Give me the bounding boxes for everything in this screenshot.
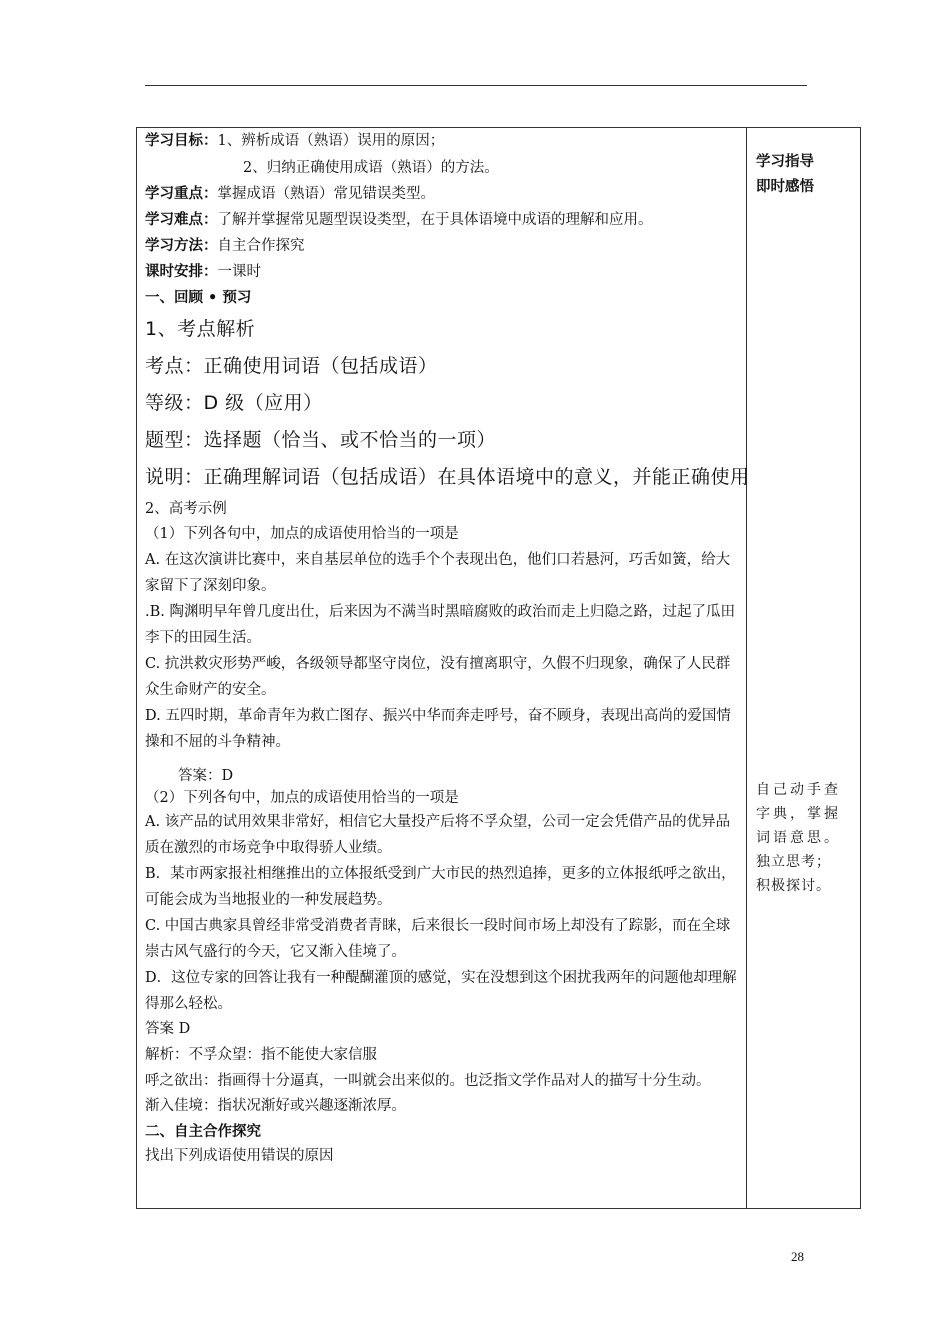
- method: [145, 233, 743, 259]
- q1-stem: （1）下列各句中，加点的成语使用恰当的一项是: [145, 526, 459, 542]
- key-point: [145, 181, 743, 207]
- main-column: [145, 128, 750, 1169]
- section-2-task: 找出下列成语使用错误的原因: [145, 1148, 334, 1164]
- objectives-line-2: [145, 156, 743, 181]
- exam-points-heading: 1、考点解析: [145, 318, 256, 340]
- examples-heading: 2、高考示例: [145, 501, 227, 517]
- sidebar-guide: 学习指导: [756, 154, 814, 170]
- objectives-label: 学习目标：: [145, 132, 218, 149]
- page-number: 28: [791, 1249, 804, 1264]
- q2-answer: 答案 D: [145, 1021, 191, 1037]
- exam-note: 说明：正确理解词语（包括成语）在具体语境中的意义，并能正确使用: [145, 466, 750, 488]
- method-label: 学习方法：: [145, 237, 218, 254]
- sidebar-note-3: 积极探讨。: [756, 878, 831, 894]
- objectives-line-1: [145, 128, 743, 154]
- analysis-line-1: 解析：不孚众望：指不能使大家信服: [145, 1047, 377, 1063]
- schedule-label: 课时安排：: [145, 263, 218, 280]
- q2-stem: （2）下列各句中，加点的成语使用恰当的一项是: [145, 790, 459, 806]
- exam-point: 考点：正确使用词语（包括成语）: [145, 355, 438, 377]
- column-divider: [746, 127, 747, 1209]
- q2-option-c: C. 中国古典家具曾经非常受消费者青睐，后来很长一段时间市场上却没有了踪影，而在全球崇古风气盛行的今天，它又渐入佳境了。: [145, 918, 731, 960]
- difficulty-text: 了解并掌握常见题型误设类型，在于具体语境中成语的理解和应用。: [217, 212, 653, 228]
- exam-level: 等级：D 级（应用）: [145, 392, 323, 414]
- q1-option-c: C. 抗洪救灾形势严峻，各级领导都坚守岗位，没有擅离职守，久假不归现象，确保了人民群众生命财产的安全。: [145, 656, 731, 698]
- header-rule: [145, 85, 807, 86]
- q1-option-b: .B. 陶渊明早年曾几度出仕，后来因为不满当时黑暗腐败的政治而走上归隐之路，过起了瓜田李下的田园生活。: [145, 604, 735, 646]
- sidebar-heading: [756, 150, 851, 200]
- q1-answer: 答案：D: [178, 768, 234, 784]
- analysis-line-3: 渐入佳境：指状况渐好或兴趣逐渐浓厚。: [145, 1098, 406, 1114]
- sidebar-note-1: 自己动手查字典，掌握词语意思。: [756, 782, 841, 846]
- exam-type: 题型：选择题（恰当、或不恰当的一项）: [145, 429, 497, 451]
- q2-option-a: A. 该产品的试用效果非常好，相信它大量投产后将不孚众望，公司一定会凭借产品的优异品质在激烈的市场竞争中取得骄人业绩。: [145, 814, 731, 856]
- section-2-title: 二、自主合作探究: [145, 1123, 261, 1140]
- q2-option-d: D．这位专家的回答让我有一种醍醐灌顶的感觉，实在没想到这个困扰我两年的问题他却理解得那么轻松。: [145, 970, 737, 1012]
- method-text: 自主合作探究: [217, 238, 305, 254]
- sidebar-notes: [756, 778, 856, 898]
- schedule-text: 一课时: [217, 264, 261, 280]
- difficulty: [145, 207, 743, 233]
- analysis-line-2: 呼之欲出：指画得十分逼真，一叫就会出来似的。也泛指文学作品对人的描写十分生动。: [145, 1073, 711, 1089]
- section-1-title: 一、回顾 • 预习: [145, 289, 252, 306]
- key-point-text: 掌握成语（熟语）常见错误类型。: [217, 186, 435, 202]
- objective-2: 2、归纳正确使用成语（熟语）的方法。: [243, 160, 499, 176]
- sidebar-insight: 即时感悟: [756, 179, 814, 195]
- objective-1: 1、辨析成语（熟语）误用的原因；: [217, 133, 445, 149]
- key-point-label: 学习重点：: [145, 185, 218, 202]
- difficulty-label: 学习难点：: [145, 211, 218, 228]
- q1-option-a: A. 在这次演讲比赛中，来自基层单位的选手个个表现出色，他们口若悬河，巧舌如簧，给大家留下了深刻印象。: [145, 552, 731, 594]
- sidebar-note-2: 独立思考；: [756, 854, 831, 870]
- q1-option-d: D. 五四时期，革命青年为救亡图存、振兴中华而奔走呼号，奋不顾身，表现出高尚的爱国情操和不屈的斗争精神。: [145, 708, 731, 750]
- schedule: [145, 259, 743, 285]
- q2-option-b: B．某市两家报社相继推出的立体报纸受到广大市民的热烈追捧，更多的立体报纸呼之欲出，可能会成为当地报业的一种发展趋势。: [145, 866, 736, 908]
